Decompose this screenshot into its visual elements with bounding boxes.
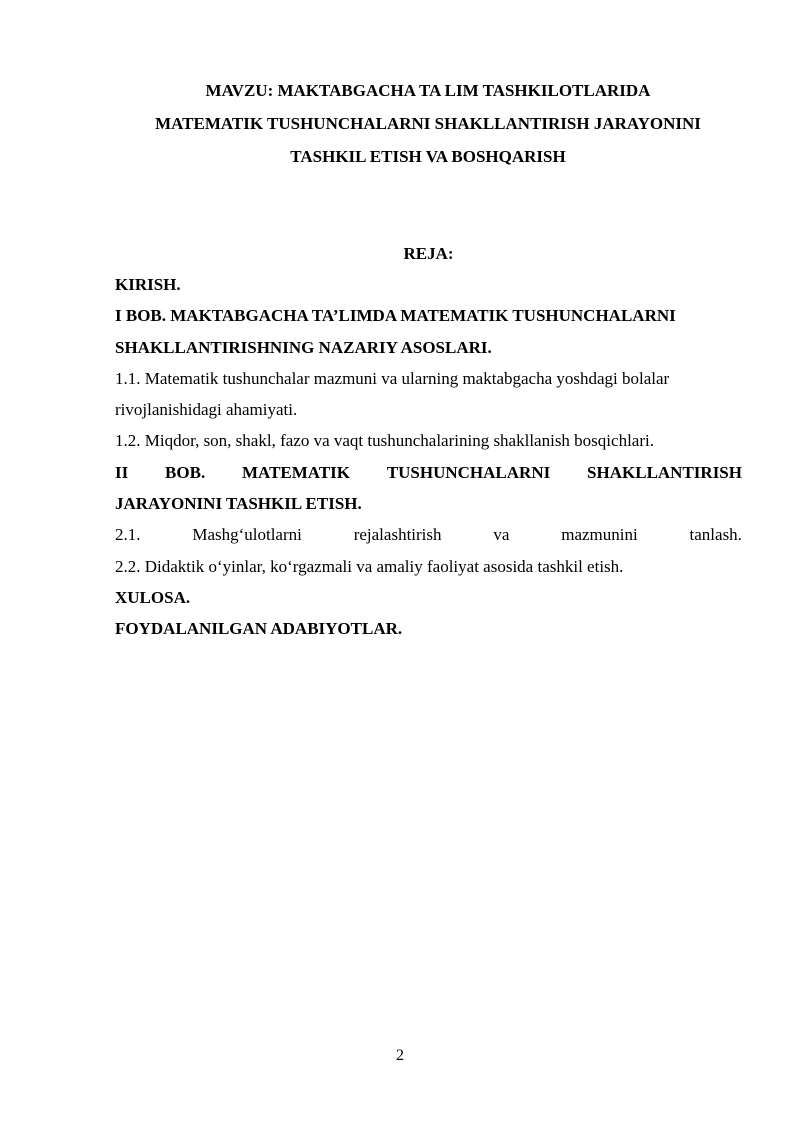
toc-section-1-1-line-2: rivojlanishidagi ahamiyati.: [115, 400, 298, 420]
title-line-3: TASHKIL ETISH VA BOSHQARISH: [290, 147, 566, 166]
toc-section-2-1-word: Mashg‘ulotlarni: [192, 525, 302, 545]
toc-section-1-1-line-1: 1.1. Matematik tushunchalar mazmuni va ularning maktabgacha yoshdagi bolalar: [115, 368, 670, 388]
toc-chapter-1-line-2: SHAKLLANTIRISHNING NAZARIY ASOSLARI.: [115, 337, 492, 357]
toc-chapter-2-word: TUSHUNCHALARNI: [386, 462, 551, 482]
plan-heading: REJA:: [403, 244, 454, 263]
toc-references: FOYDALANILGAN ADABIYOTLAR.: [115, 619, 403, 639]
toc-chapter-2-word: SHAKLLANTIRISH: [587, 462, 742, 482]
toc-chapter-2-word: MATEMATIK: [242, 462, 350, 482]
toc-chapter-2-word: II: [115, 462, 129, 482]
toc-chapter-1-line-1: I BOB. MAKTABGACHA TA’LIMDA MATEMATIK TUSHUNCHALARNI: [115, 306, 676, 326]
toc-section-2-1-word: va: [493, 525, 510, 545]
toc-section-2-1-word: 2.1.: [115, 525, 141, 545]
page-number: 2: [396, 1047, 404, 1064]
title-line-1: MAVZU: MAKTABGACHA TA LIM TASHKILOTLARIDA: [205, 81, 651, 100]
toc-section-2-1-word: mazmunini: [561, 525, 638, 545]
title-line-2: MATEMATIK TUSHUNCHALARNI SHAKLLANTIRISH JARAYONINI: [155, 114, 701, 133]
toc-introduction: KIRISH.: [115, 275, 181, 294]
toc-section-2-1-word: rejalashtirish: [353, 525, 442, 545]
table-of-contents: [115, 269, 742, 645]
toc-section-2-2: 2.2. Didaktik o‘yinlar, ko‘rgazmali va amaliy faoliyat asosida tashkil etish.: [115, 556, 624, 576]
toc-section-1-2: 1.2. Miqdor, son, shakl, fazo va vaqt tushunchalarining shakllanish bosqichlari.: [115, 431, 654, 451]
toc-chapter-2-word: BOB.: [165, 462, 206, 482]
toc-chapter-2-line-1: [115, 457, 742, 488]
toc-conclusion: XULOSA.: [115, 587, 191, 607]
toc-chapter-2-line-2: JARAYONINI TASHKIL ETISH.: [115, 494, 362, 514]
toc-section-2-1-word: tanlash.: [689, 525, 742, 545]
toc-section-2-1: [115, 519, 742, 550]
document-title: [100, 74, 756, 173]
